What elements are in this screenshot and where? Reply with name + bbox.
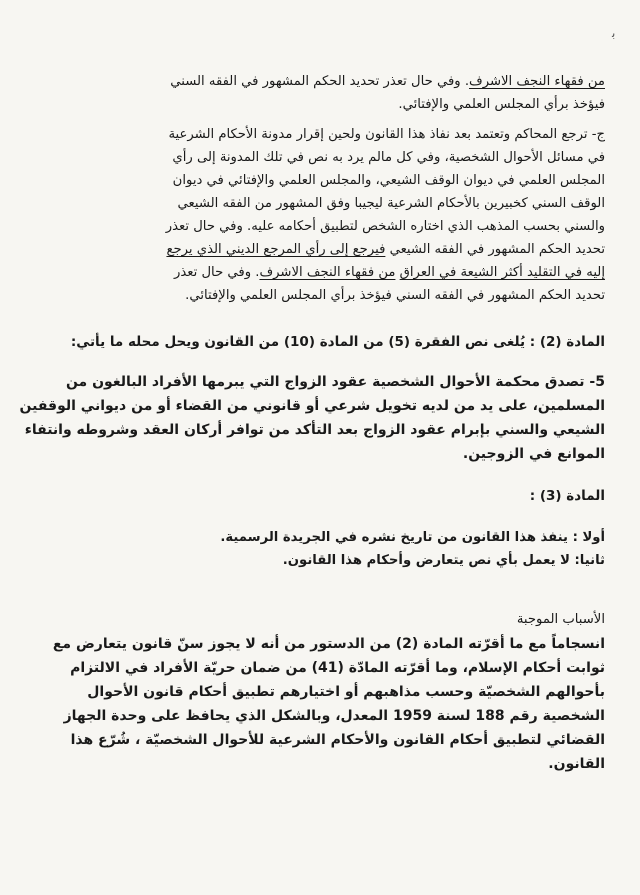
- article-3-heading: المادة (3) :: [529, 488, 605, 504]
- text-segment: . وفي حال تعذر: [173, 265, 260, 280]
- article-2-line-3: الشيعي والسني بإبرام عقود الزواج بعد التأكد من توافر أركان العقد وشروطه وانتفاء: [24, 422, 605, 438]
- underlined-phrase: إليه في التقليد أكثر الشيعة في العراق: [399, 265, 605, 280]
- text-segment: تحديد الحكم المشهور في الفقه الشيعي: [385, 242, 605, 257]
- corner-mark: ﺑ: [612, 26, 616, 40]
- reasons-line-2: ثوابت أحكام الإسلام، وما أقرّته المادّة (41) من ضمان حريّة الأفراد في الالتزام: [70, 660, 605, 676]
- reasons-line-6: القانون.: [548, 756, 605, 772]
- article-2-line-2: المسلمين، على يد من لديه تخويل شرعي أو قانوني من القضاء أو من ديواني الوقفين: [19, 398, 605, 414]
- paragraph-c-line-6: [35, 240, 605, 260]
- paragraph-c-line-1: ج- ترجع المحاكم وتعتمد بعد نفاذ هذا القانون ولحين إقرار مدونة الأحكام الشرعية: [168, 127, 605, 142]
- reasons-heading: الأسباب الموجبة: [516, 612, 605, 627]
- text-segment: . وفي حال تعذر تحديد الحكم المشهور في الفقه السني: [170, 74, 470, 89]
- article-2-line-4: الموانع في الزوجين.: [462, 446, 605, 462]
- paragraph-c-line-8: تحديد الحكم المشهور في الفقه السني فيؤخذ برأي المجلس العلمي والإفتائي.: [185, 288, 605, 303]
- underlined-phrase: من فقهاء النجف الاشرف: [469, 74, 605, 89]
- article-2-line-1: 5- تصدق محكمة الأحوال الشخصية عقود الزواج التي يبرمها الأفراد البالغون من: [65, 374, 605, 390]
- article-3-second: ثانيا: لا يعمل بأي نص يتعارض وأحكام هذا القانون.: [282, 553, 605, 568]
- paragraph-c-line-7: [35, 263, 605, 283]
- paragraph-c-line-4: الوقف السني كخبيرين بالأحكام الشرعية ليجيبا وفق المشهور من الفقه الشيعي: [177, 196, 605, 211]
- reasons-line-1: انسجاماً مع ما أقرّته المادة (2) من الدستور من أنه لا يجوز سنّ قانون يتعارض مع: [52, 636, 605, 652]
- paragraph-c-line-5: والسني بحسب المذهب الذي اختاره الشخص لتطبيق أحكامه عليه. وفي حال تعذر: [165, 219, 605, 234]
- reasons-line-4: الشخصية رقم 188 لسنة 1959 المعدل، وبالشكل الذي يحافظ على وحدة الجهاز: [63, 708, 605, 724]
- paragraph-b-line-1: [35, 72, 605, 92]
- reasons-line-3: بأحوالهم الشخصيّة وحسب مذاهبهم أو اختيارهم تطبيق أحكام قانون الأحوال: [87, 684, 605, 700]
- paragraph-c-line-2: في مسائل الأحوال الشخصية، وفي كل مالم يرد به نص في تلك المدونة إلى رأي: [172, 150, 605, 165]
- article-3-first: أولا : ينفذ هذا القانون من تاريخ نشره في الجريدة الرسمية.: [220, 530, 605, 545]
- underlined-phrase: من فقهاء النجف الاشرف: [259, 265, 396, 280]
- paragraph-c-line-3: المجلس العلمي في ديوان الوقف الشيعي، والمجلس العلمي والإفتائي في ديوان: [172, 173, 605, 188]
- article-2-heading: المادة (2) : يُلغى نص الفقرة (5) من المادة (10) من القانون ويحل محله ما يأتي:: [70, 334, 605, 350]
- underlined-phrase: فيرجع إلى رأي المرجع الديني الذي يرجع: [166, 242, 386, 257]
- paragraph-b-line-2: فيؤخذ برأي المجلس العلمي والإفتائي.: [398, 97, 605, 112]
- reasons-line-5: القضائي لتطبيق أحكام القانون والأحكام الشرعية للأحوال الشخصيّة ، شُرّع هذا: [70, 732, 605, 748]
